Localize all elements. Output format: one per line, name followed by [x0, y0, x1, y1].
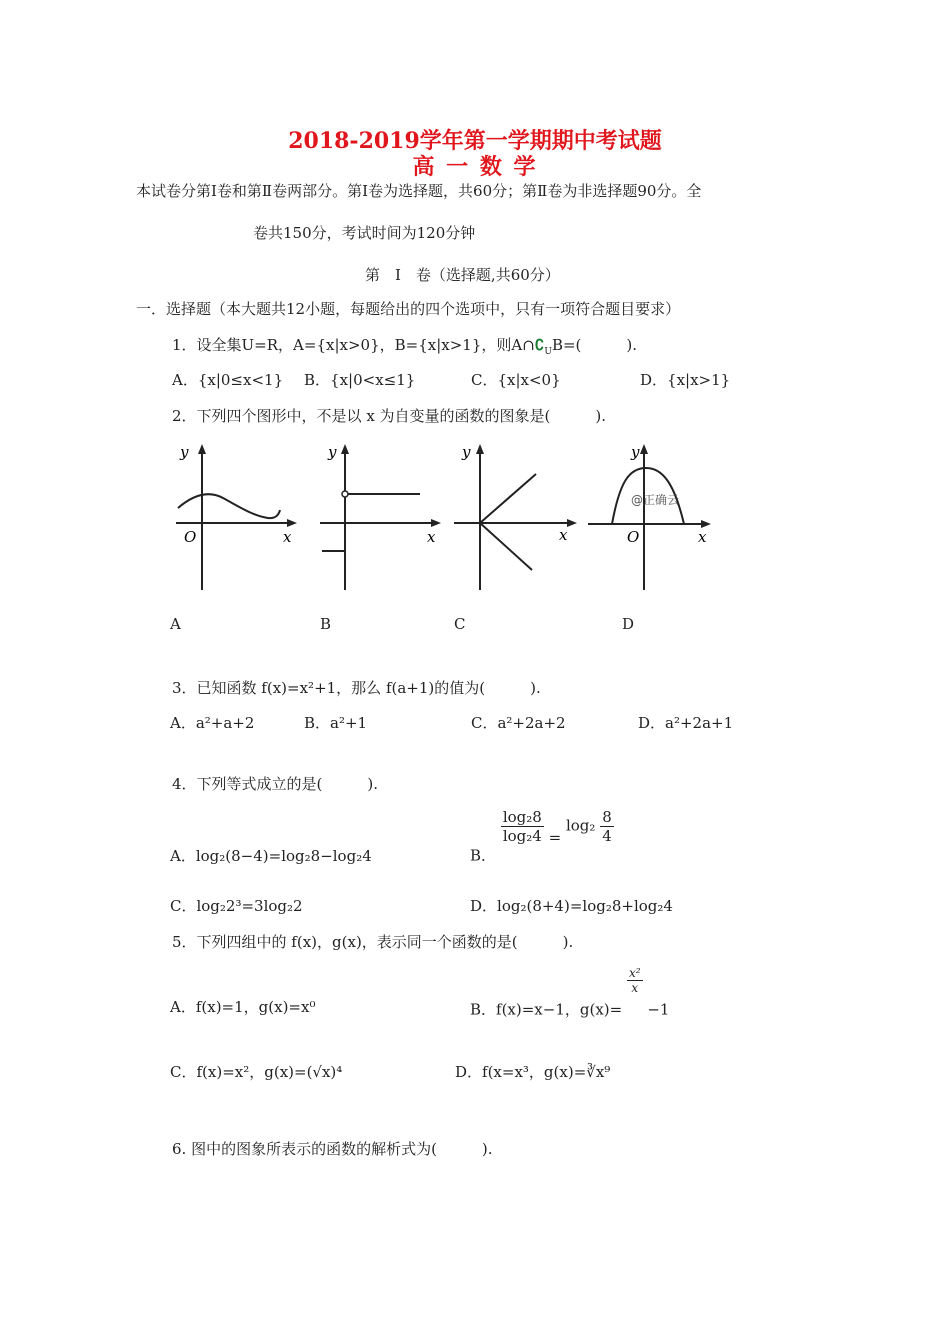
q3-option-a: A．a²+a+2: [170, 714, 255, 732]
q1-stem-end: B=( ).: [551, 336, 638, 354]
q5-b-suffix: −1: [647, 1000, 670, 1019]
q4-b-prefix: B．: [470, 846, 497, 865]
q5-stem: 5．下列四组中的 f(x)，g(x)，表示同一个函数的是( ).: [172, 933, 574, 951]
q2-label-a: A: [170, 615, 181, 633]
q2-stem: 2．下列四个图形中，不是以 x 为自变量的函数的图象是( ).: [172, 407, 607, 425]
q5-option-d: D．f(x=x³，g(x)=∛x⁹: [455, 1063, 611, 1081]
q4-b-right-numerator: 8: [602, 808, 612, 826]
q2-label-c: C: [454, 615, 466, 633]
q4-b-log: log₂: [565, 816, 596, 835]
q3-stem: 3．已知函数 f(x)=x²+1，那么 f(a+1)的值为( ).: [172, 679, 541, 697]
q5-option-b: [470, 966, 669, 1020]
q5-b-fraction: [627, 966, 643, 995]
origin-label: O: [184, 528, 197, 546]
exam-subject: 高 一 数 学: [412, 154, 538, 180]
q4-option-d: D．log₂(8+4)=log₂8+log₂4: [470, 897, 673, 915]
q4-b-right-fraction: [600, 808, 614, 845]
q1-stem: [172, 334, 637, 357]
section-heading: 第 Ⅰ 卷（选择题,共60分）: [365, 266, 560, 284]
q4-option-b: [470, 808, 614, 866]
q3-option-b: B．a²+1: [304, 714, 368, 732]
q5-option-a: A．f(x)=1，g(x)=x⁰: [170, 998, 316, 1016]
curve-a: [178, 494, 280, 518]
x-label: x: [427, 528, 436, 546]
q6-stem: 6. 图中的图象所表示的函数的解析式为( ).: [172, 1140, 493, 1158]
q4-b-right-denominator: 4: [602, 827, 612, 845]
q1-option-c: C．{x|x<0}: [471, 371, 561, 389]
graph-d: [582, 440, 717, 595]
origin-label: O: [627, 528, 640, 546]
intro-line-2: 卷共150分，考试时间为120分钟: [253, 224, 476, 242]
complement-symbol: ∁: [534, 336, 545, 354]
q4-option-a: A．log₂(8−4)=log₂8−log₂4: [170, 847, 372, 865]
q4-b-fraction: [501, 808, 544, 845]
q3-option-c: C．a²+2a+2: [471, 714, 566, 732]
q4-b-equals: =: [548, 828, 562, 847]
q2-label-d: D: [622, 615, 635, 633]
graph-a: [168, 440, 298, 595]
q4-b-numerator: log₂8: [502, 808, 542, 826]
graph-b: [312, 440, 442, 595]
q5-b-numerator: x²: [629, 966, 641, 980]
y-label: y: [462, 443, 471, 461]
q1-stem-text: 1．设全集U=R，A={x|x>0}，B={x|x>1}，则A∩: [172, 336, 535, 354]
part-title: 一．选择题（本大题共12小题，每题给出的四个选项中，只有一项符合题目要求）: [136, 300, 681, 318]
q5-option-c: C．f(x)=x²，g(x)=(√x)⁴: [170, 1063, 343, 1081]
y-label: y: [328, 443, 337, 461]
x-label: x: [283, 528, 292, 546]
intro-line-1: 本试卷分第Ⅰ卷和第Ⅱ卷两部分。第Ⅰ卷为选择题，共60分；第Ⅱ卷为非选择题90分。全: [136, 182, 702, 200]
complement-subscript: U: [544, 347, 552, 357]
graph-c: [448, 440, 578, 595]
q1-option-b: B．{x|0<x≤1}: [304, 371, 416, 389]
q4-b-denominator: log₂4: [502, 827, 542, 845]
open-point: [342, 491, 348, 497]
x-label: x: [559, 526, 568, 544]
y-label: y: [631, 443, 640, 461]
upper-ray: [480, 474, 536, 523]
q4-option-c: C．log₂2³=3log₂2: [170, 897, 303, 915]
q3-option-d: D．a²+2a+1: [638, 714, 734, 732]
q1-option-a: A．{x|0≤x<1}: [172, 371, 284, 389]
y-label: y: [180, 443, 189, 461]
lower-ray: [480, 523, 532, 570]
q5-b-denominator: x: [631, 981, 639, 995]
x-label: x: [698, 528, 707, 546]
q2-label-b: B: [320, 615, 332, 633]
q5-b-prefix: B．f(x)=x−1，g(x)=: [470, 1000, 623, 1019]
exam-title: 2018-2019学年第一学期期中考试题: [288, 128, 662, 154]
q4-stem: 4．下列等式成立的是( ).: [172, 775, 379, 793]
watermark: @正确云: [631, 493, 680, 507]
q1-option-d: D．{x|x>1}: [640, 371, 731, 389]
